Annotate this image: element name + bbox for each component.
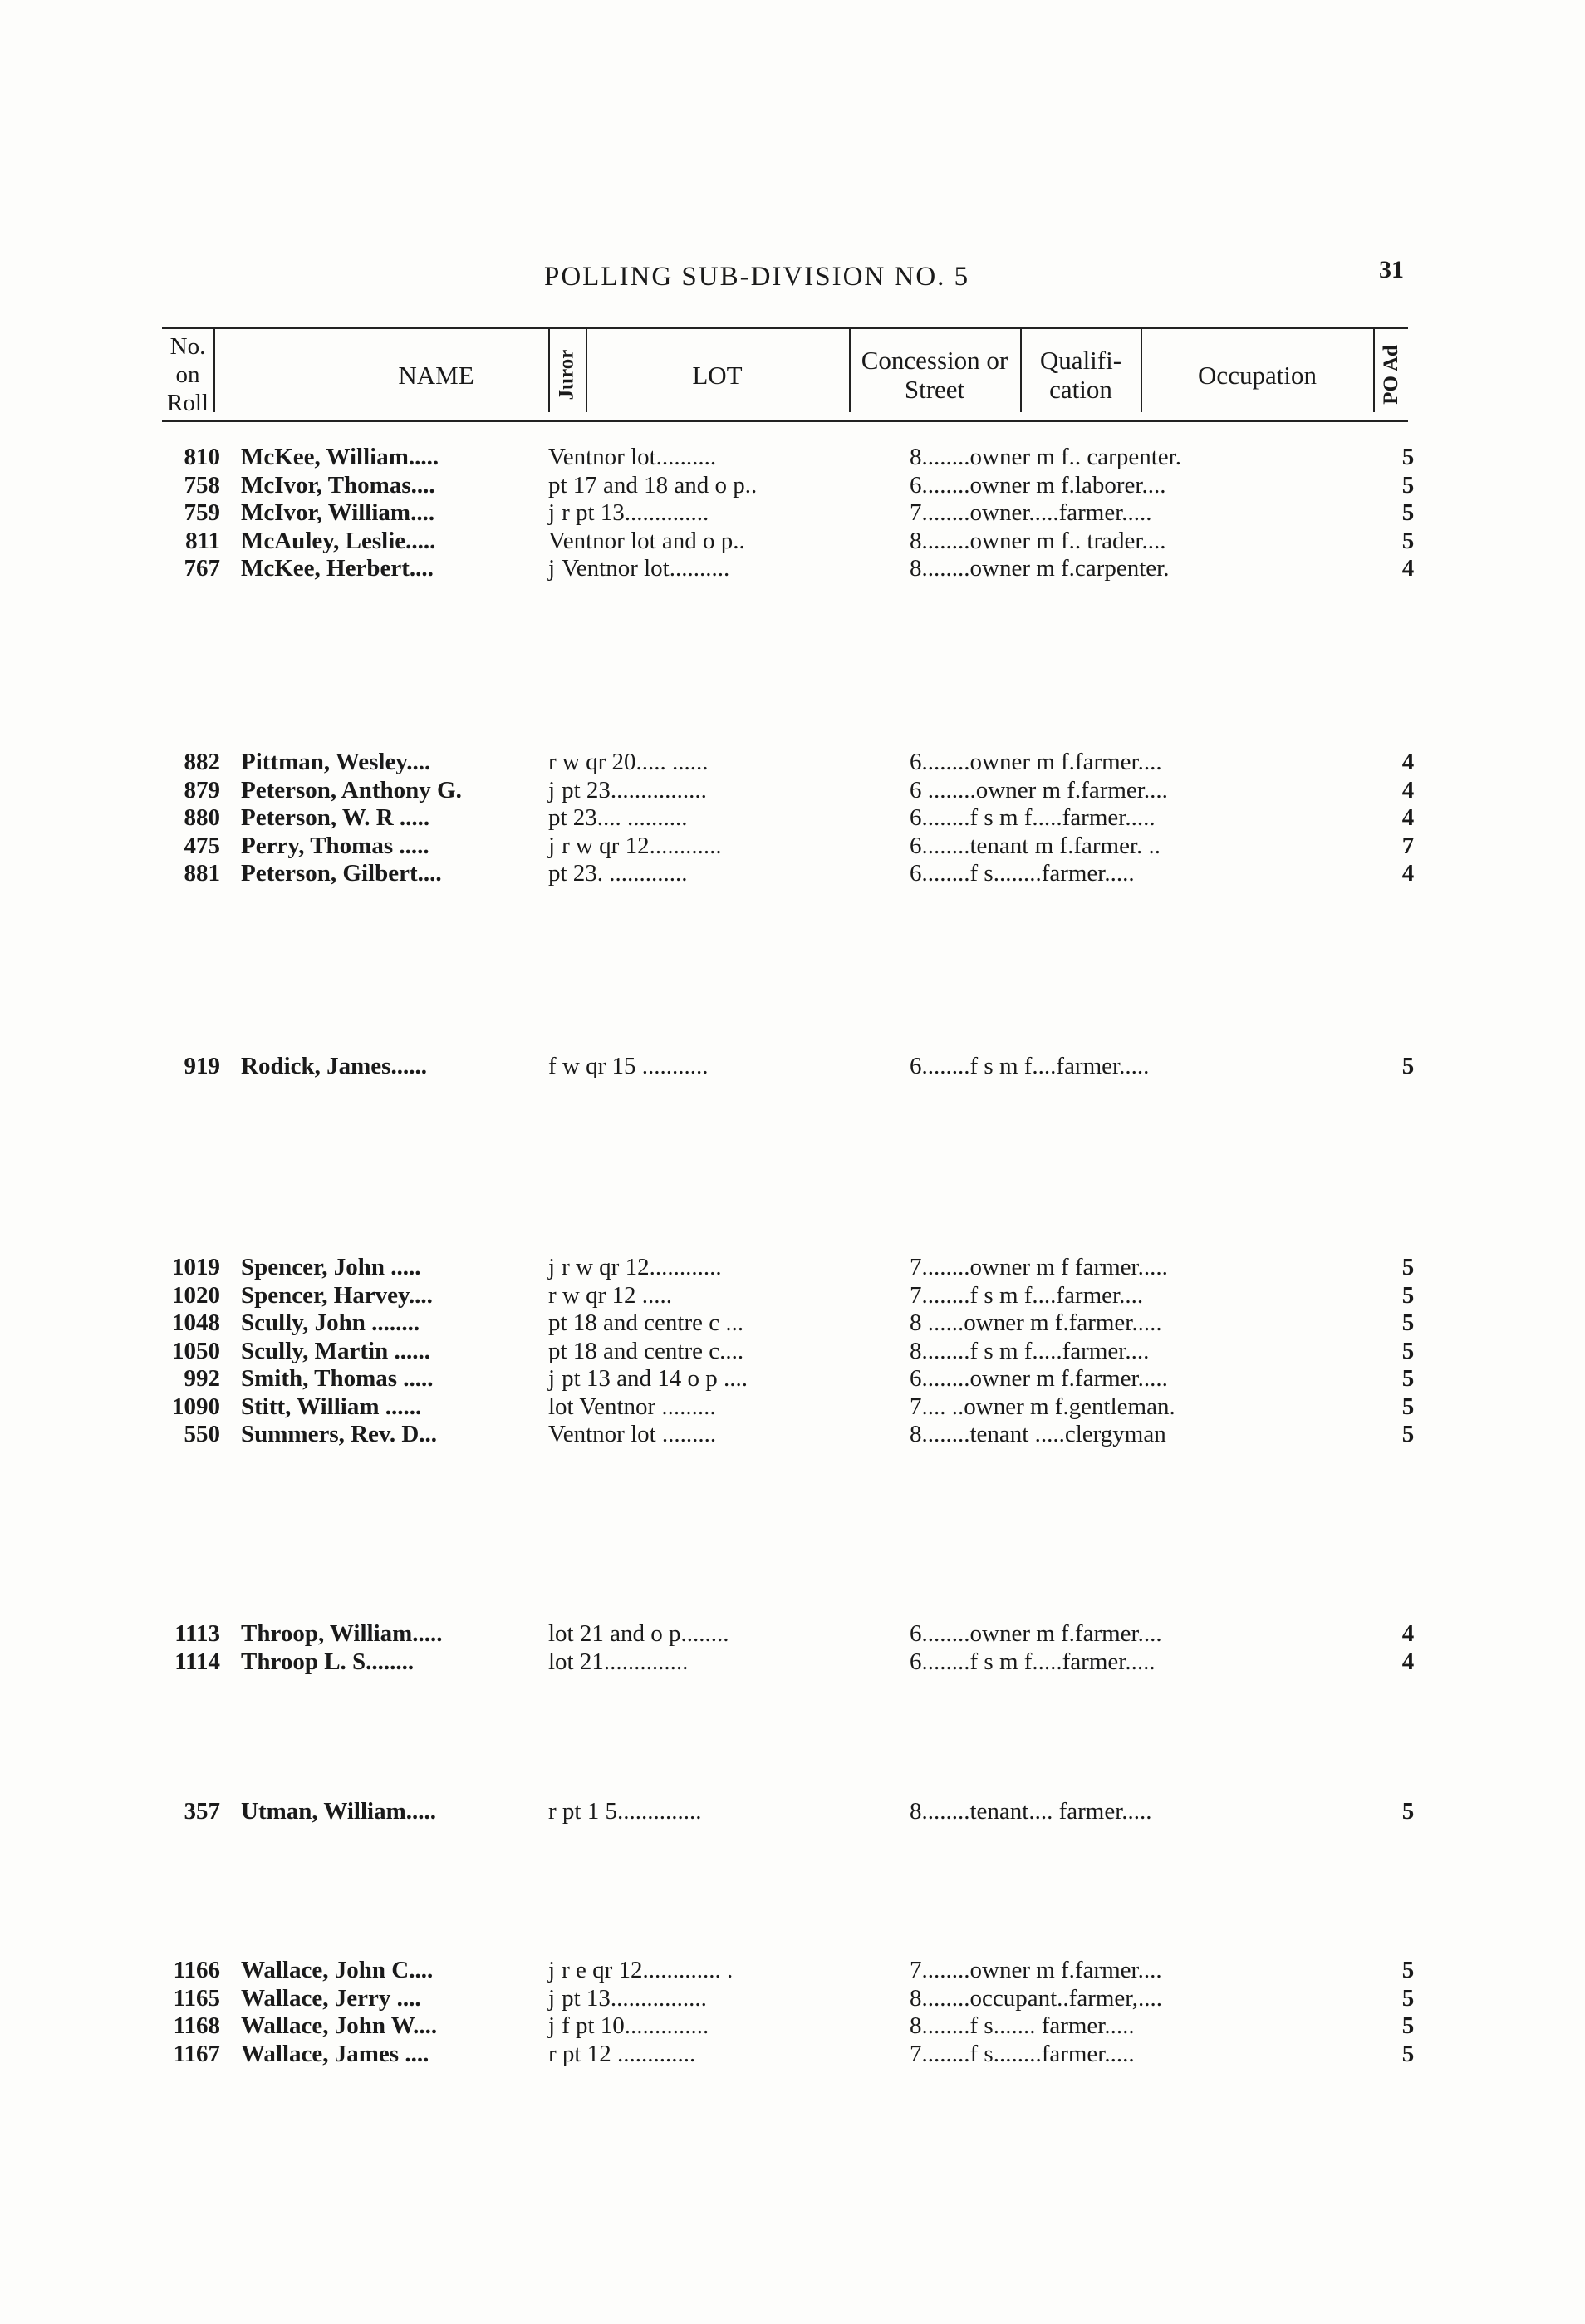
juror-mark: j <box>548 2012 556 2039</box>
lot <box>548 1648 688 1676</box>
lot-text: r w qr 12............ <box>562 832 722 859</box>
lot-text: r e qr 12............. . <box>562 1957 734 1983</box>
voter-name: Smith, Thomas ..... <box>241 1365 434 1392</box>
roll-number: 550 <box>184 1421 220 1447</box>
list-item <box>162 1393 1441 1421</box>
lot <box>548 1984 707 2012</box>
header-concession <box>851 329 1018 420</box>
lot-text: pt 18 and centre c.... <box>548 1337 744 1364</box>
lot-text: pt 23.... .......... <box>548 804 688 831</box>
voter-name: Summers, Rev. D... <box>241 1421 438 1447</box>
lot <box>548 832 722 860</box>
roll-number: 767 <box>184 555 220 582</box>
list-item <box>162 443 1441 471</box>
lot <box>548 776 707 804</box>
header-occupation-label: Occupation <box>1198 360 1317 390</box>
lot-text: f w qr 15 ........... <box>548 1053 709 1079</box>
roll-number: 357 <box>184 1798 220 1825</box>
voter-name: Stitt, William ...... <box>241 1393 422 1420</box>
voter-name: Throop L. S........ <box>241 1648 415 1675</box>
lot-text: lot Ventnor ......... <box>548 1393 716 1420</box>
header-divider <box>1020 329 1022 412</box>
voter-name: Scully, John ........ <box>241 1309 420 1336</box>
lot-text: pt 23................ <box>562 776 707 803</box>
list-item <box>162 859 1441 887</box>
header-concession-label: Concession or Street <box>861 346 1008 404</box>
lot <box>548 1337 743 1365</box>
roll-number: 881 <box>184 860 220 887</box>
roll-number: 879 <box>184 776 220 803</box>
po-address: 4 <box>1401 860 1415 887</box>
concession-qualification-occupation: 8........occupant..farmer,.... <box>910 1984 1163 2012</box>
juror-mark: j <box>548 1254 556 1280</box>
voter-name: Spencer, Harvey.... <box>241 1281 433 1309</box>
concession-qualification-occupation: 8 ......owner m f.farmer..... <box>910 1309 1162 1336</box>
po-address: 5 <box>1401 1957 1415 1983</box>
list-item <box>162 1309 1441 1337</box>
voter-name: McAuley, Leslie..... <box>241 527 436 554</box>
list-item <box>162 748 1441 776</box>
voter-name: McKee, William..... <box>241 444 439 470</box>
header-lot-label: LOT <box>692 360 743 390</box>
lot-text: Ventnor lot and o p.. <box>548 527 745 554</box>
po-address: 5 <box>1401 527 1415 554</box>
voter-name: Scully, Martin ...... <box>241 1337 430 1364</box>
concession-qualification-occupation: 6........f s m f.....farmer..... <box>910 804 1156 831</box>
po-address: 4 <box>1401 804 1415 831</box>
list-item <box>162 1253 1441 1281</box>
juror-mark: j <box>548 1365 556 1392</box>
concession-qualification-occupation: 8........f s....... farmer..... <box>910 2012 1135 2039</box>
concession-qualification-occupation: 6........f s m f....farmer..... <box>910 1053 1150 1079</box>
voter-name: Rodick, James...... <box>241 1053 427 1079</box>
header-no-on-roll-label: No. on Roll <box>167 333 209 416</box>
po-address: 5 <box>1401 444 1415 470</box>
list-item <box>162 1956 1441 1984</box>
lot-text: f pt 10.............. <box>562 2012 709 2039</box>
voter-name: Perry, Thomas ..... <box>241 832 429 859</box>
list-item <box>162 803 1441 832</box>
header-lot <box>587 329 847 420</box>
list-item <box>162 1052 1441 1080</box>
concession-qualification-occupation: 8........tenant.... farmer..... <box>910 1798 1152 1825</box>
voter-name: Wallace, James .... <box>241 2040 429 2067</box>
lot-text: r w qr 12 ..... <box>548 1281 673 1309</box>
header-no-on-roll <box>162 329 213 420</box>
header-qualification-label: Qualifi- cation <box>1039 346 1122 404</box>
roll-number: 1167 <box>173 2040 220 2067</box>
lot <box>548 2012 709 2040</box>
roll-number: 1090 <box>172 1393 220 1420</box>
roll-number: 880 <box>184 804 220 831</box>
lot <box>548 1281 672 1309</box>
list-item <box>162 832 1441 860</box>
roll-number: 1020 <box>172 1281 220 1309</box>
lot-text: Ventnor lot ......... <box>548 1421 717 1447</box>
roll-number: 475 <box>184 832 220 859</box>
lot <box>548 859 688 887</box>
lot <box>548 1956 733 1984</box>
concession-qualification-occupation: 6........owner m f.farmer.... <box>910 1620 1162 1647</box>
header-juror-label: Juror <box>555 349 577 400</box>
header-divider <box>1141 329 1142 412</box>
po-address: 4 <box>1401 776 1415 803</box>
lot <box>548 1309 743 1337</box>
concession-qualification-occupation: 6........f s........farmer..... <box>910 860 1135 887</box>
voter-name: Wallace, John W.... <box>241 2012 438 2039</box>
lot <box>548 1364 748 1393</box>
list-item <box>162 1984 1441 2012</box>
list-item <box>162 1281 1441 1309</box>
page-number: 31 <box>1379 256 1404 283</box>
po-address: 5 <box>1401 499 1415 526</box>
po-address: 5 <box>1401 1053 1415 1079</box>
voter-name: Throop, William..... <box>241 1620 443 1647</box>
lot-text: lot 21.............. <box>548 1648 689 1675</box>
juror-mark: j <box>548 555 556 582</box>
voter-name: McKee, Herbert.... <box>241 555 434 582</box>
list-item <box>162 1619 1441 1648</box>
concession-qualification-occupation: 6........owner m f.farmer..... <box>910 1365 1168 1392</box>
header-divider <box>849 329 851 412</box>
concession-qualification-occupation: 6 ........owner m f.farmer.... <box>910 776 1168 803</box>
voter-name: Utman, William..... <box>241 1798 436 1825</box>
concession-qualification-occupation: 6........owner m f.laborer.... <box>910 471 1166 499</box>
concession-qualification-occupation: 7........owner m f.farmer.... <box>910 1957 1162 1983</box>
list-item <box>162 2012 1441 2040</box>
lot <box>548 1797 701 1825</box>
concession-qualification-occupation: 7........f s m f....farmer.... <box>910 1281 1144 1309</box>
header-juror <box>550 329 583 420</box>
lot <box>548 748 709 776</box>
juror-mark: j <box>548 1957 556 1983</box>
roll-number: 811 <box>185 527 220 554</box>
roll-number: 1166 <box>173 1957 220 1983</box>
concession-qualification-occupation: 8........f s m f.....farmer.... <box>910 1337 1150 1364</box>
po-address: 5 <box>1401 1984 1415 2012</box>
po-address: 4 <box>1401 749 1415 775</box>
lot-text: pt 13 and 14 o p .... <box>562 1365 748 1392</box>
roll-number: 759 <box>184 499 220 526</box>
roll-number: 1050 <box>172 1337 220 1364</box>
roll-number: 1113 <box>174 1620 220 1647</box>
roll-number: 1019 <box>172 1254 220 1280</box>
list-item <box>162 1648 1441 1676</box>
voter-name: Peterson, Anthony G. <box>241 776 462 803</box>
po-address: 5 <box>1401 2040 1415 2067</box>
lot <box>548 1052 709 1080</box>
roll-number: 810 <box>184 444 220 470</box>
po-address: 7 <box>1401 832 1415 859</box>
header-qualification <box>1023 329 1139 420</box>
list-item <box>162 2040 1441 2068</box>
juror-mark: j <box>548 832 556 859</box>
po-address: 5 <box>1401 1421 1415 1447</box>
voter-name: McIvor, Thomas.... <box>241 471 435 499</box>
list-item <box>162 1364 1441 1393</box>
lot-text: r pt 1 5.............. <box>548 1798 702 1825</box>
lot-text: r w qr 20..... ...... <box>548 749 709 775</box>
header-po-address-label: PO Ad <box>1380 345 1403 405</box>
concession-qualification-occupation: 8........owner m f.. trader.... <box>910 527 1166 554</box>
concession-qualification-occupation: 6........owner m f.farmer.... <box>910 749 1162 775</box>
po-address: 5 <box>1401 2012 1415 2039</box>
voter-name: Spencer, John ..... <box>241 1254 421 1280</box>
roll-number: 882 <box>184 749 220 775</box>
lot-text: pt 23. ............. <box>548 860 688 887</box>
po-address: 5 <box>1401 1254 1415 1280</box>
list-item <box>162 499 1441 527</box>
lot <box>548 803 688 832</box>
lot <box>548 1619 729 1648</box>
roll-number: 992 <box>184 1365 220 1392</box>
list-item <box>162 1337 1441 1365</box>
voter-name: Wallace, Jerry .... <box>241 1984 421 2012</box>
lot <box>548 499 709 527</box>
concession-qualification-occupation: 7........owner m f farmer..... <box>910 1254 1168 1280</box>
lot <box>548 1420 716 1448</box>
lot <box>548 1393 716 1421</box>
lot <box>548 527 745 555</box>
header-divider <box>213 329 215 412</box>
table-header <box>162 327 1408 422</box>
voter-name: Wallace, John C.... <box>241 1957 434 1983</box>
po-address: 4 <box>1401 555 1415 582</box>
juror-mark: j <box>548 1984 556 2012</box>
roll-number: 1114 <box>174 1648 220 1675</box>
concession-qualification-occupation: 6........tenant m f.farmer. .. <box>910 832 1161 859</box>
roll-number: 1165 <box>173 1984 220 2012</box>
list-item <box>162 776 1441 804</box>
po-address: 4 <box>1401 1648 1415 1675</box>
po-address: 5 <box>1401 1393 1415 1420</box>
juror-mark: j <box>548 776 556 803</box>
po-address: 5 <box>1401 1281 1415 1309</box>
voter-name: Peterson, Gilbert.... <box>241 860 442 887</box>
header-po-address <box>1375 329 1408 420</box>
lot <box>548 443 716 471</box>
concession-qualification-occupation: 6........f s m f.....farmer..... <box>910 1648 1156 1675</box>
concession-qualification-occupation: 7........f s........farmer..... <box>910 2040 1135 2067</box>
list-item <box>162 554 1441 582</box>
list-item <box>162 1797 1441 1825</box>
voter-name: Peterson, W. R ..... <box>241 804 430 831</box>
concession-qualification-occupation: 8........owner m f.carpenter. <box>910 555 1170 582</box>
voter-name: Pittman, Wesley.... <box>241 749 431 775</box>
roll-number: 1048 <box>172 1309 220 1336</box>
list-item <box>162 471 1441 499</box>
po-address: 5 <box>1401 1798 1415 1825</box>
lot <box>548 554 729 582</box>
lot-text: pt 18 and centre c ... <box>548 1309 744 1336</box>
lot <box>548 2040 695 2068</box>
lot-text: lot 21 and o p........ <box>548 1620 729 1647</box>
concession-qualification-occupation: 7........owner.....farmer..... <box>910 499 1152 526</box>
page-title: POLLING SUB-DIVISION NO. 5 <box>544 262 970 292</box>
lot-text: r pt 12 ............. <box>548 2040 696 2067</box>
po-address: 5 <box>1401 1309 1415 1336</box>
lot-text: Ventnor lot.......... <box>562 555 730 582</box>
po-address: 5 <box>1401 471 1415 499</box>
roll-number: 1168 <box>173 2012 220 2039</box>
lot-text: Ventnor lot.......... <box>548 444 717 470</box>
concession-qualification-occupation: 7.... ..owner m f.gentleman. <box>910 1393 1175 1420</box>
lot-text: pt 17 and 18 and o p.. <box>548 471 758 499</box>
roll-number: 758 <box>184 471 220 499</box>
roll-number: 919 <box>184 1053 220 1079</box>
lot-text: r pt 13.............. <box>562 499 709 526</box>
voter-name: McIvor, William.... <box>241 499 435 526</box>
concession-qualification-occupation: 8........owner m f.. carpenter. <box>910 444 1181 470</box>
list-item <box>162 527 1441 555</box>
lot <box>548 1253 722 1281</box>
po-address: 5 <box>1401 1337 1415 1364</box>
concession-qualification-occupation: 8........tenant .....clergyman <box>910 1421 1166 1447</box>
po-address: 5 <box>1401 1365 1415 1392</box>
list-item <box>162 1420 1441 1448</box>
po-address: 4 <box>1401 1620 1415 1647</box>
header-occupation <box>1143 329 1372 420</box>
header-name-label: NAME <box>398 360 474 390</box>
lot-text: pt 13................ <box>562 1984 707 2012</box>
juror-mark: j <box>548 499 556 526</box>
lot <box>548 471 757 499</box>
lot-text: r w qr 12............ <box>562 1254 722 1280</box>
